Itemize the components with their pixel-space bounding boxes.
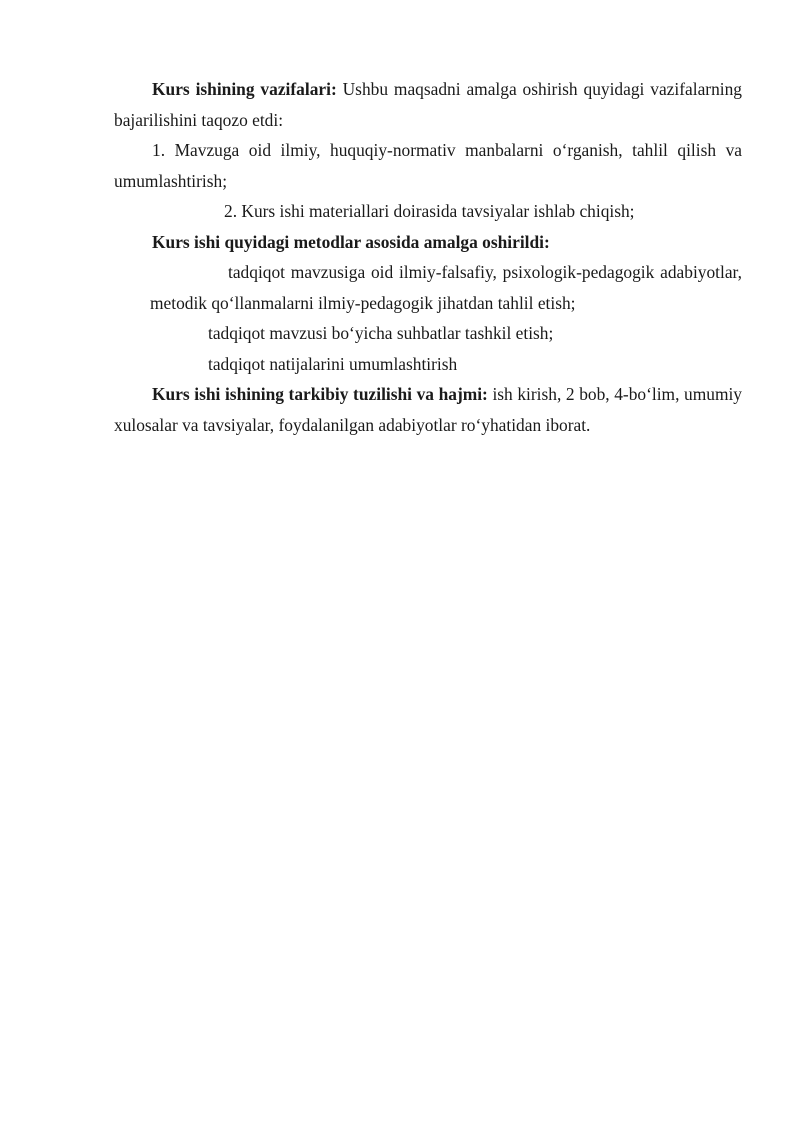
methods-heading: Kurs ishi quyidagi metodlar asosida amalga oshirildi: (152, 231, 550, 252)
tasks-paragraph (114, 74, 742, 135)
structure-text: ish kirish, 2 bob, 4-bo‘lim, umumiy xulosalar va tavsiyalar, foydalanilgan adabiyotlar ro‘yhatidan iborat. (114, 384, 742, 435)
task-item-2: 2. Kurs ishi materiallari doirasida tavsiyalar ishlab chiqish; (224, 201, 635, 221)
structure-heading: Kurs ishi ishining tarkibiy tuzilishi va hajmi: (152, 384, 488, 404)
method-item-1: tadqiqot mavzusiga oid ilmiy-falsafiy, psixologik-pedagogik adabiyotlar, metodik qo‘llanmalarni ilmiy-pedagogik jihatdan tahlil etish; (150, 262, 742, 313)
method-item-2: tadqiqot mavzusi bo‘yicha suhbatlar tashkil etish; (208, 323, 554, 343)
tasks-heading: Kurs ishining vazifalari: (152, 79, 337, 99)
tasks-intro-text: Ushbu maqsadni amalga oshirish quyidagi vazifalarning bajarilishini taqozo etdi: (114, 79, 742, 130)
document-page (114, 74, 742, 440)
task-item-1: 1. Mavzuga oid ilmiy, huquqiy-normativ manbalarni o‘rganish, tahlil qilish va umumlashtirish; (114, 140, 742, 191)
method-item-3: tadqiqot natijalarini umumlashtirish (208, 353, 458, 374)
structure-paragraph (114, 379, 742, 440)
